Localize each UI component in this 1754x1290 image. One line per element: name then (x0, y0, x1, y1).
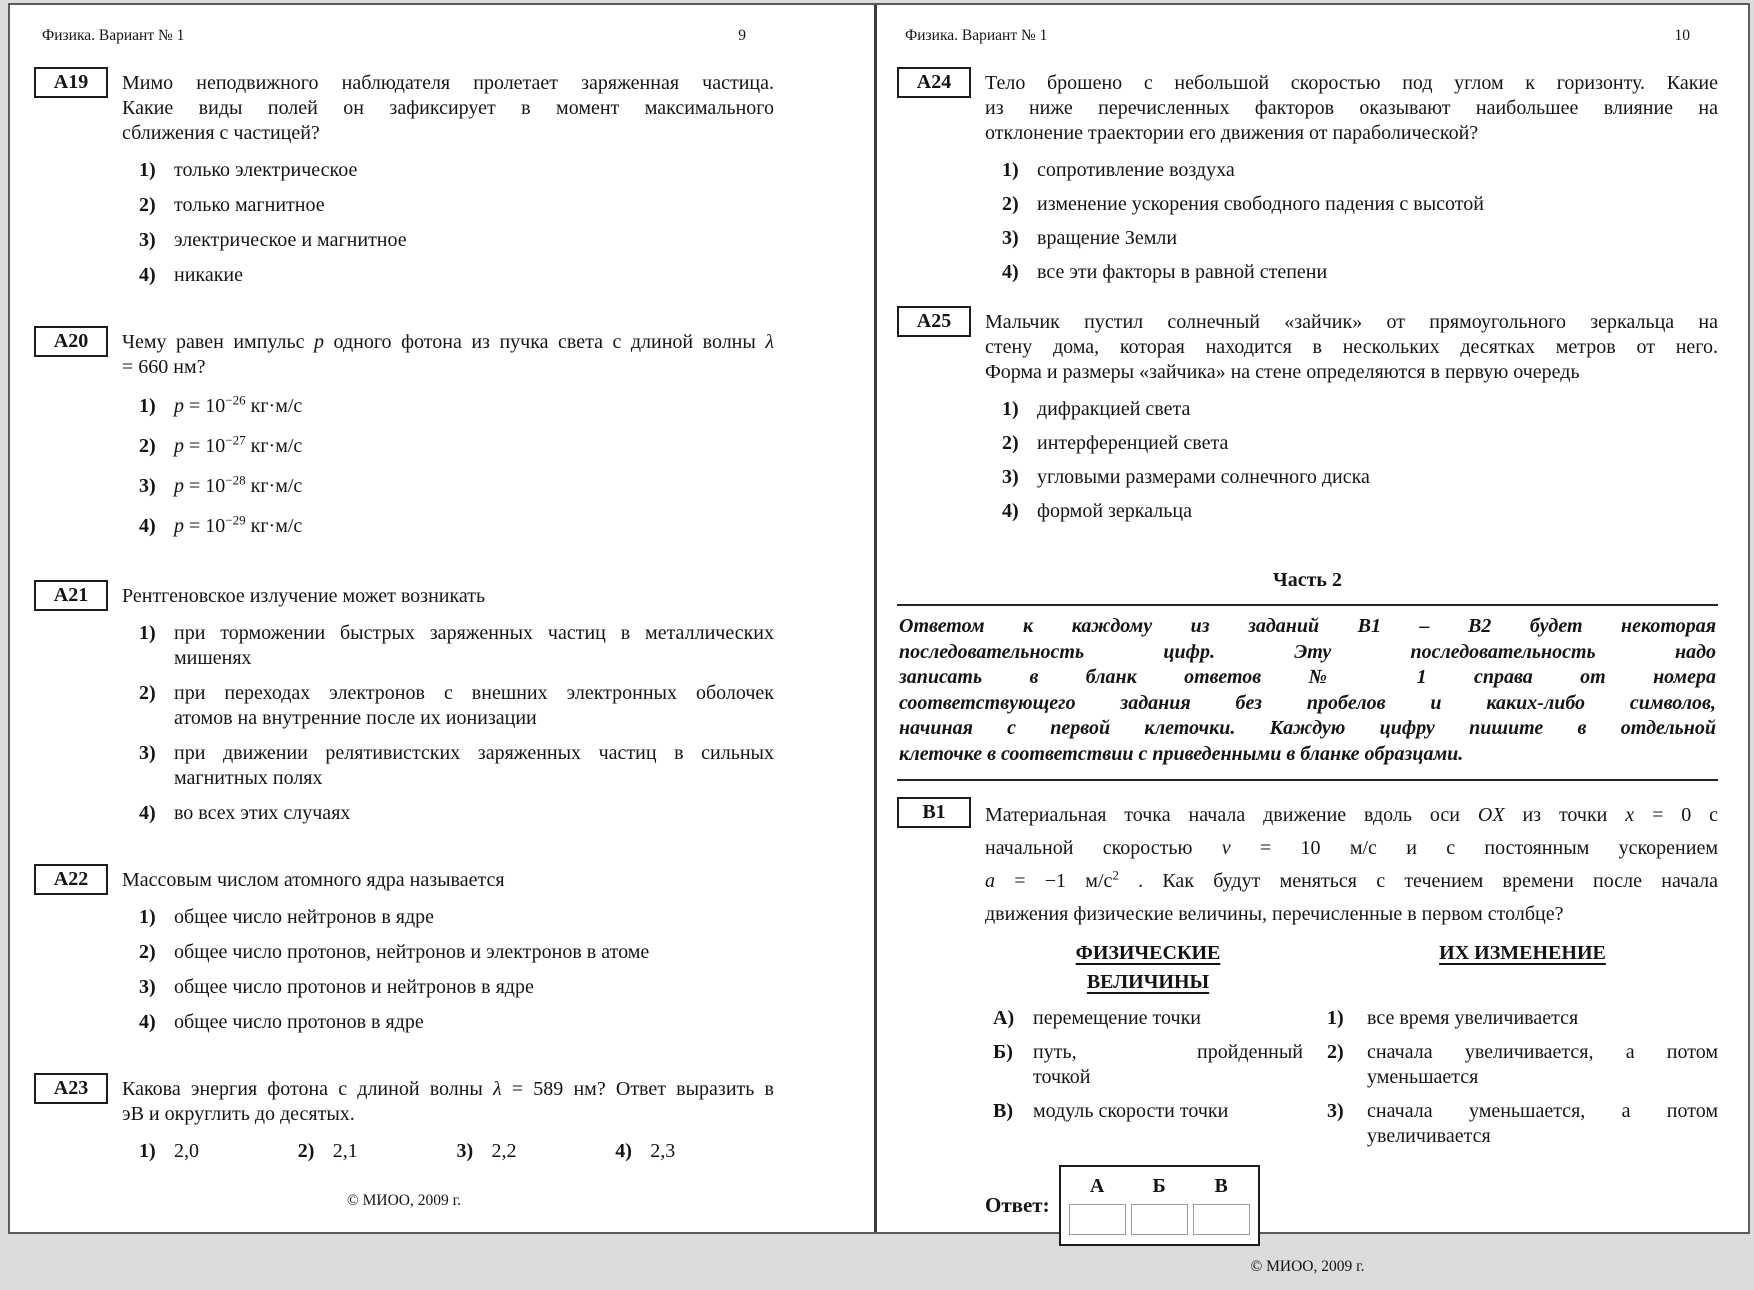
match-item (993, 1099, 1303, 1149)
question-b1-label: В1 (897, 797, 971, 828)
option-number: 2) (139, 194, 156, 216)
option-number: 3) (1002, 227, 1019, 249)
option-number: 4) (139, 1011, 156, 1033)
option-text: никакие (174, 264, 243, 286)
document-title: Физика. Вариант № 1 (42, 27, 185, 44)
option-text: при переходах электронов с внешних электронных оболочек атомов на внутренние после их ионизации (174, 682, 774, 729)
option-text: формой зеркальца (1037, 500, 1192, 522)
option-number: 3) (139, 742, 156, 764)
page-number: 10 (1674, 27, 1690, 44)
question-a22-text: Массовым числом атомного ядра называется (122, 869, 505, 891)
option-text: во всех этих случаях (174, 802, 351, 824)
option (139, 472, 774, 501)
match-item (1327, 1040, 1718, 1090)
question-a21-options (139, 621, 774, 826)
option (139, 905, 774, 930)
question-a20-options (139, 392, 774, 541)
option (139, 1139, 298, 1164)
option-text: $p = 10^{-28}$ кг·м/с (174, 472, 303, 497)
option-text: общее число протонов в ядре (174, 1011, 424, 1033)
page-footer (34, 1192, 774, 1224)
option-number: 1) (139, 622, 156, 644)
match-item-text: сначала уменьшается, а потом увеличивается (1367, 1100, 1718, 1147)
question-a25 (897, 306, 1718, 533)
answer-cell-v (1193, 1204, 1250, 1235)
option-text: только электрическое (174, 159, 358, 181)
option (1002, 226, 1718, 251)
answer-table-headers (1069, 1174, 1250, 1199)
question-a23-body (122, 1073, 774, 1164)
option-number: 1) (139, 159, 156, 181)
question-a19-body (122, 67, 774, 298)
option-text: общее число протонов и нейтронов в ядре (174, 976, 534, 998)
option (139, 801, 774, 826)
match-item-text: сначала увеличивается, а потом уменьшается (1367, 1041, 1718, 1088)
option-text: $p = 10^{-27}$ кг·м/с (174, 432, 303, 457)
option-number: 3) (139, 229, 156, 251)
option-number: 1) (139, 1140, 156, 1162)
match-item-text: перемещение точки (1033, 1007, 1201, 1029)
option-number: 3) (1002, 466, 1019, 488)
question-a19-label: А19 (34, 67, 108, 98)
option-number: 2) (1002, 193, 1019, 215)
question-a23-label: А23 (34, 1073, 108, 1104)
option (139, 158, 774, 183)
option (1002, 260, 1718, 285)
question-b1-text: Материальная точка начала движение вдоль оси OX из точки x = 0 с начальной скоростью v = 10 м/с и с постоянным ускорением a = −1 $м/с^2$ . Как будут меняться с течением времени после начала движения физические величины, перечисленные в первом столбце? (985, 804, 1719, 925)
document-spread (8, 3, 1750, 1275)
part2-instruction: Ответом к каждому из заданий В1 – В2 будет некоторая последовательность цифр. Эту последовательность надо записать в бланк ответов № 1 справа от номера соответствующего задания без пробелов и каких-либо символов, начиная с первой клеточки. Каждую цифру пишите в отдельной клеточке в соответствии с приведенными в бланке образцами. (897, 604, 1718, 781)
option-text: изменение ускорения свободного падения с высотой (1037, 193, 1484, 215)
option (139, 741, 774, 791)
match-item-letter: В) (993, 1100, 1013, 1122)
part2-heading: Часть 2 (1273, 569, 1342, 591)
option (1002, 397, 1718, 422)
b1-left-column-header-line2: ВЕЛИЧИНЫ (1086, 971, 1210, 993)
question-b1 (897, 797, 1718, 1246)
question-a19-options (139, 158, 774, 288)
copyright-text: © МИОО, 2009 г. (1250, 1258, 1365, 1275)
option-text: 2,0 (174, 1140, 199, 1162)
match-item (1327, 1099, 1718, 1149)
question-a21 (34, 580, 774, 836)
b1-answer-row (985, 1165, 1718, 1246)
b1-right-column-header-line: ИХ ИЗМЕНЕНИЕ (1439, 942, 1606, 964)
question-a22-body (122, 864, 774, 1045)
option-number: 3) (139, 475, 156, 497)
question-a22-options (139, 905, 774, 1035)
option-number: 2) (139, 941, 156, 963)
match-item-text: модуль скорости точки (1033, 1100, 1229, 1122)
b1-right-column-header (1327, 939, 1718, 997)
question-a24-label: А24 (897, 67, 971, 98)
document-title: Физика. Вариант № 1 (905, 27, 1048, 44)
question-a19 (34, 67, 774, 298)
option (1002, 158, 1718, 183)
b1-match-table (993, 939, 1718, 1149)
answer-cell-b (1131, 1204, 1188, 1235)
option-text: все эти факторы в равной степени (1037, 261, 1328, 283)
match-item (1327, 1006, 1718, 1031)
answer-table-cells (1069, 1204, 1250, 1235)
option-number: 4) (139, 264, 156, 286)
option-text: 2,1 (332, 1140, 358, 1162)
option-number: 4) (139, 802, 156, 824)
option-text: угловыми размерами солнечного диска (1037, 466, 1370, 488)
question-a25-body (985, 306, 1718, 533)
answer-column-header: Б (1152, 1175, 1166, 1197)
option-number: 1) (139, 395, 156, 417)
question-a20-body (122, 326, 774, 552)
option-number: 1) (139, 906, 156, 928)
option-text: при торможении быстрых заряженных частиц в металлических мишенях (174, 622, 774, 669)
option-text: только магнитное (174, 194, 325, 216)
option-number: 4) (1002, 500, 1019, 522)
option-text: электрическое и магнитное (174, 229, 407, 251)
match-item-letter: Б) (993, 1041, 1013, 1063)
option (1002, 192, 1718, 217)
question-a21-text: Рентгеновское излучение может возникать (122, 585, 486, 607)
question-a20-label: А20 (34, 326, 108, 357)
option (139, 193, 774, 218)
option (139, 621, 774, 671)
b1-answer-label: Ответ: (985, 1193, 1050, 1217)
page-footer (897, 1258, 1718, 1290)
match-item-text: путь, пройденный точкой (1033, 1041, 1303, 1088)
option-number: 4) (1002, 261, 1019, 283)
option-number: 3) (456, 1140, 474, 1162)
question-a25-label: А25 (897, 306, 971, 337)
option (139, 940, 774, 965)
option (615, 1139, 774, 1164)
option-text: общее число протонов, нейтронов и электронов в атоме (174, 941, 650, 963)
match-item-letter: А) (993, 1007, 1015, 1029)
question-a21-body (122, 580, 774, 836)
question-a23 (34, 1073, 774, 1164)
answer-cell-a (1069, 1204, 1126, 1235)
question-a25-options (1002, 397, 1718, 524)
option-text: дифракцией света (1037, 398, 1191, 420)
match-item-number: 1) (1327, 1007, 1344, 1029)
option (139, 392, 774, 421)
option-text: $p = 10^{-26}$ кг·м/с (174, 392, 303, 417)
question-a24-text: Тело брошено с небольшой скоростью под углом к горизонту. Какие из ниже перечисленных факторов оказывают наибольшее влияние на отклонение траектории его движения от параболической? (985, 72, 1718, 144)
option (1002, 465, 1718, 490)
option-number: 3) (139, 976, 156, 998)
question-a20 (34, 326, 774, 552)
b1-left-column-header-line1: ФИЗИЧЕСКИЕ (1075, 942, 1221, 964)
page-number: 9 (738, 27, 746, 44)
option (139, 432, 774, 461)
question-b1-body (985, 797, 1718, 1246)
option (139, 228, 774, 253)
question-a22 (34, 864, 774, 1045)
option-text: 2,2 (491, 1140, 517, 1162)
option-text: 2,3 (650, 1140, 676, 1162)
option (139, 975, 774, 1000)
option (1002, 431, 1718, 456)
option-number: 2) (139, 682, 156, 704)
option-number: 2) (139, 435, 156, 457)
match-item-number: 3) (1327, 1100, 1344, 1122)
match-item (993, 1006, 1303, 1031)
page-9 (10, 5, 877, 1232)
option-number: 2) (1002, 432, 1019, 454)
page-10 (877, 5, 1748, 1275)
question-a21-label: А21 (34, 580, 108, 611)
copyright-text: © МИОО, 2009 г. (346, 1192, 462, 1209)
option-text: $p = 10^{-29}$ кг·м/с (174, 512, 303, 537)
option-number: 1) (1002, 159, 1019, 181)
b1-answer-table (1059, 1165, 1260, 1246)
match-item-text: все время увеличивается (1367, 1007, 1579, 1029)
match-item (993, 1040, 1303, 1090)
option-text: сопротивление воздуха (1037, 159, 1235, 181)
option (457, 1139, 616, 1164)
answer-column-header: А (1089, 1175, 1105, 1197)
b1-left-column-header (993, 939, 1303, 997)
question-a24-body (985, 67, 1718, 294)
option (1002, 499, 1718, 524)
option-number: 2) (297, 1140, 315, 1162)
option (139, 263, 774, 288)
question-a24-options (1002, 158, 1718, 285)
page-header (897, 27, 1718, 45)
option-number: 1) (1002, 398, 1019, 420)
match-item-number: 2) (1327, 1041, 1344, 1063)
question-a24 (897, 67, 1718, 294)
question-a23-text: Какова энергия фотона с длиной волны λ = 589 нм? Ответ выразить в эВ и округлить до десятых. (122, 1078, 774, 1125)
option-text: общее число нейтронов в ядре (174, 906, 435, 928)
question-a23-options (139, 1139, 774, 1164)
page-header (34, 27, 774, 45)
question-a25-text: Мальчик пустил солнечный «зайчик» от прямоугольного зеркальца на стену дома, которая находится в нескольких десятках метров от него. Форма и размеры «зайчика» на стене определяются в первую очередь (985, 311, 1718, 383)
option (139, 512, 774, 541)
option-text: вращение Земли (1037, 227, 1178, 249)
option (139, 681, 774, 731)
question-a19-text: Мимо неподвижного наблюдателя пролетает заряженная частица. Какие виды полей он зафиксирует в момент максимального сближения с частицей? (122, 72, 774, 144)
answer-column-header: В (1214, 1175, 1228, 1197)
option-number: 4) (615, 1140, 632, 1162)
question-a22-label: А22 (34, 864, 108, 895)
option-number: 4) (139, 515, 156, 537)
option-text: при движении релятивистских заряженных частиц в сильных магнитных полях (174, 742, 774, 789)
option (139, 1010, 774, 1035)
option-text: интерференцией света (1037, 432, 1229, 454)
option (298, 1139, 457, 1164)
question-a20-text: Чему равен импульс p одного фотона из пучка света с длиной волны λ = 660 нм? (122, 331, 774, 378)
